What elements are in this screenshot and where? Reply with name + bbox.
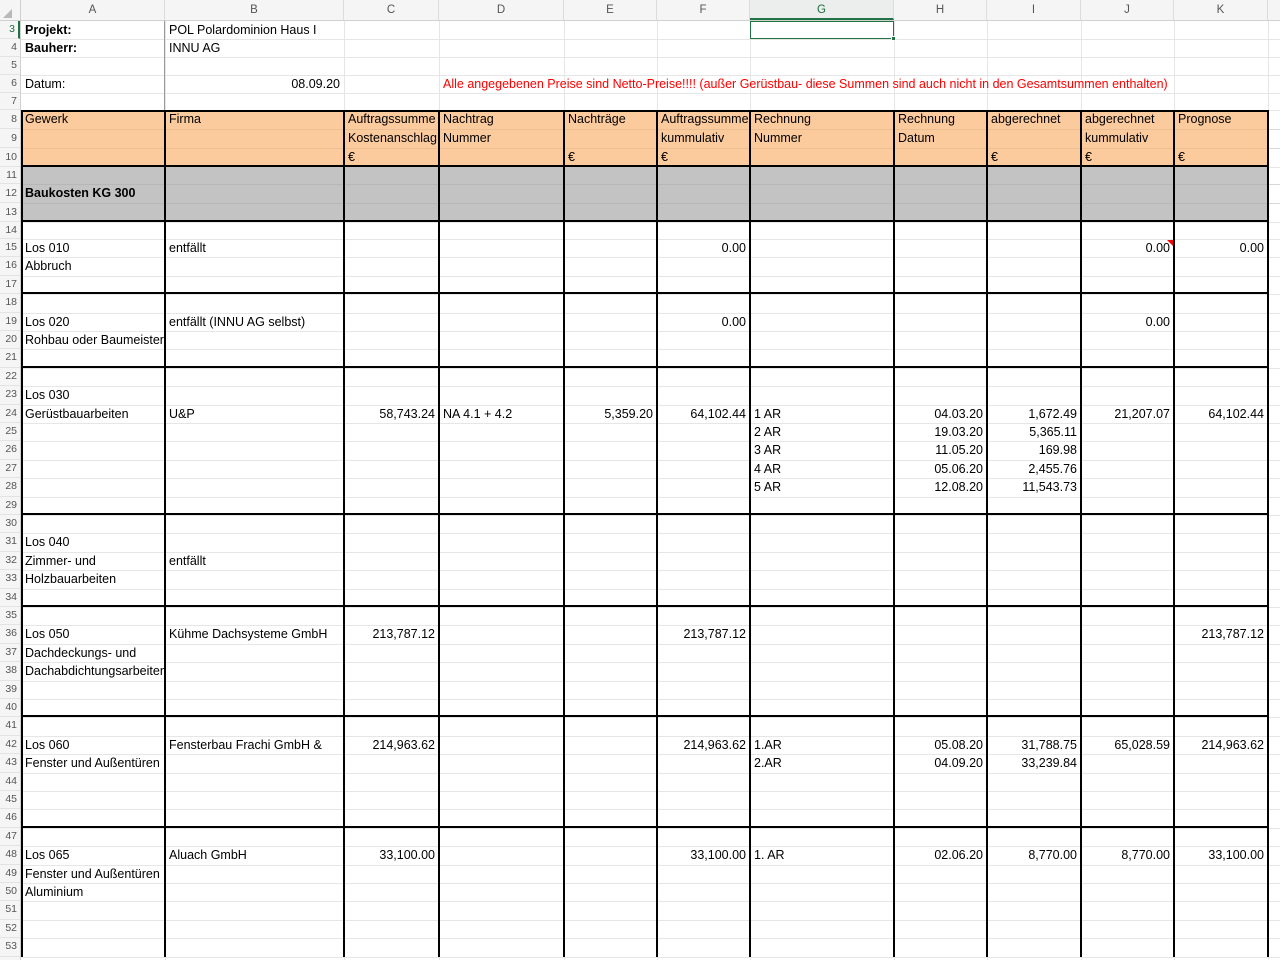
cell-a24-los030-l2[interactable]: Gerüstbauarbeiten [25,406,129,421]
cell-k24-los030-prognose[interactable]: 64,102.44 [1208,406,1264,421]
row-header-29[interactable]: 29 [0,497,20,515]
row-header-47[interactable]: 47 [0,828,20,846]
column-header-k[interactable]: K [1174,0,1268,20]
row-header-bar[interactable] [0,21,21,960]
row-header-46[interactable]: 46 [0,809,20,827]
row-header-20[interactable]: 20 [0,331,20,349]
row-header-5[interactable]: 5 [0,57,20,75]
row-header-43[interactable]: 43 [0,754,20,772]
row-header-4[interactable]: 4 [0,39,20,57]
header-abgerechnet-kum-l2[interactable]: kummulativ [1085,131,1149,145]
gridline-horizontal [21,184,1280,185]
border-column-9 [1080,110,1082,957]
gridline-horizontal [21,93,1280,94]
section-title-baukosten[interactable]: Baukosten KG 300 [25,186,136,200]
row-header-19[interactable]: 19 [0,313,20,331]
gridline-horizontal [21,368,1280,369]
header-abgerechnet-l3[interactable]: € [991,150,998,164]
border-column-6 [749,110,751,957]
column-header-a[interactable]: A [21,0,165,20]
gridline-horizontal [21,203,1280,204]
border-column-8 [986,110,988,957]
cell-a32-los040-l2[interactable]: Zimmer- und [25,553,96,568]
cell-h24-rechnung-datum[interactable]: 04.03.20 [934,406,983,421]
header-rechnung-nr-l2[interactable]: Nummer [754,131,802,145]
row-header-7[interactable]: 7 [0,93,20,110]
gridline-horizontal [21,589,1280,590]
row-header-51[interactable]: 51 [0,901,20,919]
cell-a23-los030-l1[interactable]: Los 030 [25,388,70,403]
row-header-42[interactable]: 42 [0,736,20,754]
comment-indicator-icon [1167,240,1173,246]
cell-h43-rechnung-datum[interactable]: 04.09.20 [934,756,983,771]
cell-i43-rechnung-betrag[interactable]: 33,239.84 [1021,756,1077,771]
row-header-38[interactable]: 38 [0,662,20,680]
cell-i24-rechnung-betrag[interactable]: 1,672.49 [1028,406,1077,421]
header-auftragssumme-l3[interactable]: € [348,150,355,164]
row-header-49[interactable]: 49 [0,865,20,883]
cell-a15-los010-l1[interactable]: Los 010 [25,241,70,255]
header-prognose-l3[interactable]: € [1178,150,1185,164]
row-header-16[interactable]: 16 [0,257,20,275]
cell-a38-los050-l3[interactable]: Dachabdichtungsarbeiten [25,664,167,679]
row-header-11[interactable]: 11 [0,167,20,184]
cell-b3-projekt-value[interactable]: POL Polardominion Haus I [169,23,317,37]
cell-a42-los060-l1[interactable]: Los 060 [25,737,70,752]
row-header-30[interactable]: 30 [0,515,20,533]
cell-h48-rechnung-datum[interactable]: 02.06.20 [934,848,983,863]
cell-b15-los010-firma[interactable]: entfällt [169,241,206,255]
cell-k48-los065-prognose[interactable]: 33,100.00 [1208,848,1264,863]
row-header-3[interactable]: 3 [0,21,20,39]
row-header-12[interactable]: 12 [0,184,20,203]
cell-b42-los060-firma[interactable]: Fensterbau Frachi GmbH & [169,737,322,752]
row-header-24[interactable]: 24 [0,405,20,423]
gridline-horizontal [21,386,1280,387]
cell-i26-rechnung-betrag[interactable]: 169.98 [1038,443,1077,458]
cell-a36-los050-l1[interactable]: Los 050 [25,627,70,642]
row-header-15[interactable]: 15 [0,239,20,257]
column-header-b[interactable]: B [165,0,344,20]
row-header-45[interactable]: 45 [0,791,20,809]
header-auftragssumme-l1[interactable]: Auftragssumme [348,112,436,126]
header-prognose-l1[interactable]: Prognose [1178,112,1232,126]
column-header-d[interactable]: D [439,0,564,20]
row-header-34[interactable]: 34 [0,589,20,607]
column-header-i[interactable]: I [987,0,1081,20]
cell-k42-los060-prognose[interactable]: 214,963.62 [1201,737,1264,752]
gridline-horizontal [21,773,1280,774]
cell-b6-datum-value[interactable]: 08.09.20 [291,77,340,91]
row-header-28[interactable]: 28 [0,478,20,496]
gridline-horizontal [21,681,1280,682]
header-auftragssumme-l2[interactable]: Kostenanschlag [348,131,437,145]
cell-g24-rechnung-nr[interactable]: 1 AR [754,406,782,421]
cell-a37-los050-l2[interactable]: Dachdeckungs- und [25,645,137,660]
grid-body[interactable] [21,21,1280,960]
column-header-g[interactable]: G [750,0,894,20]
cell-f19-los020-kum[interactable]: 0.00 [721,314,746,329]
cell-h28-rechnung-datum[interactable]: 12.08.20 [934,480,983,495]
cell-b24-los030-firma[interactable]: U&P [169,406,195,421]
row-header-14[interactable]: 14 [0,222,20,239]
border-column-5 [656,110,658,957]
gridline-horizontal [21,222,1280,223]
cell-h25-rechnung-datum[interactable]: 19.03.20 [934,425,983,439]
gridline-horizontal [21,460,1280,461]
gridline-horizontal [21,294,1280,295]
gridline-horizontal [21,717,1280,718]
cell-f42-los060-kum[interactable]: 214,963.62 [683,737,746,752]
cell-i28-rechnung-betrag[interactable]: 11,543.73 [1022,480,1077,495]
cell-a50-los065-l3[interactable]: Aluminium [25,885,84,899]
header-nachtrag-l1[interactable]: Nachtrag [443,112,494,126]
column-header-e[interactable]: E [564,0,657,20]
border-column-1 [164,110,166,957]
gridline-horizontal [21,441,1280,442]
gridline-horizontal [21,809,1280,810]
gridline-horizontal [21,938,1280,939]
gridline-horizontal [21,607,1280,608]
header-nachtraege-l3[interactable]: € [568,150,575,164]
gridline-horizontal [21,349,1280,350]
gridline-horizontal [21,57,1280,58]
header-auftrag-kum-l3[interactable]: € [661,150,668,164]
row-header-36[interactable]: 36 [0,625,20,643]
gridline-horizontal [21,791,1280,792]
gridline-horizontal [21,257,1280,258]
cell-g25-rechnung-nr[interactable]: 2 AR [754,425,782,439]
row-header-23[interactable]: 23 [0,386,20,404]
row-header-10[interactable]: 10 [0,148,20,167]
row-header-25[interactable]: 25 [0,423,20,441]
cell-h26-rechnung-datum[interactable]: 11.05.20 [935,443,983,458]
gridline-horizontal [21,644,1280,645]
cell-c36-los050-auftrag[interactable]: 213,787.12 [372,627,435,642]
cell-a33-los040-l3[interactable]: Holzbauarbeiten [25,572,117,587]
gridline-horizontal [21,920,1280,921]
active-cell-selection[interactable] [750,21,894,39]
row-header-9[interactable]: 9 [0,129,20,148]
row-header-53[interactable]: 53 [0,938,20,956]
row-header-35[interactable]: 35 [0,607,20,625]
cell-f36-los050-kum[interactable]: 213,787.12 [683,627,746,642]
cell-i25-rechnung-betrag[interactable]: 5,365.11 [1029,425,1077,439]
cell-b32-los040-firma[interactable]: entfällt [169,553,206,568]
gridline-horizontal [21,957,1280,958]
cell-f48-los065-kum[interactable]: 33,100.00 [690,848,746,863]
row-header-6[interactable]: 6 [0,75,20,93]
border-column-10 [1173,110,1175,957]
cell-f24-los030-kum[interactable]: 64,102.44 [690,406,746,421]
cell-b19-los020-firma[interactable]: entfällt (INNU AG selbst) [169,314,306,329]
column-header-h[interactable]: H [894,0,987,20]
gridline-horizontal [21,331,1280,332]
fill-handle[interactable] [891,36,896,41]
header-rechnung-datum-l1[interactable]: Rechnung [898,112,955,126]
gridline-horizontal [21,865,1280,866]
row-header-44[interactable]: 44 [0,773,20,791]
header-auftrag-kum-l1[interactable]: Auftragssumme [661,112,749,126]
row-header-41[interactable]: 41 [0,717,20,735]
cell-a16-los010-l2[interactable]: Abbruch [25,259,72,274]
cell-e24-los030-nachtraege[interactable]: 5,359.20 [604,406,653,421]
row-header-39[interactable]: 39 [0,681,20,699]
cell-a20-los020-l2[interactable]: Rohbau oder Baumeister [25,333,164,347]
cell-c42-los060-auftrag[interactable]: 214,963.62 [372,737,435,752]
cell-k15-los010-prognose[interactable]: 0.00 [1239,241,1264,255]
gridline-horizontal [21,570,1280,571]
row-header-22[interactable]: 22 [0,368,20,386]
cell-g43-rechnung-nr[interactable]: 2.AR [754,756,782,771]
cell-h42-rechnung-datum[interactable]: 05.08.20 [934,737,983,752]
header-abgerechnet-kum-l3[interactable]: € [1085,150,1092,164]
cell-a4-bauherr-label[interactable]: Bauherr: [25,41,78,55]
cell-j15-los010-abgkum[interactable]: 0.00 [1145,241,1170,255]
cell-i27-rechnung-betrag[interactable]: 2,455.76 [1028,461,1077,476]
gridline-horizontal [21,699,1280,700]
cell-a49-los065-l2[interactable]: Fenster und Außentüren [25,866,160,881]
row-header-32[interactable]: 32 [0,552,20,570]
header-abgerechnet-l1[interactable]: abgerechnet [991,112,1061,126]
row-header-8[interactable]: 8 [0,110,20,129]
cell-a48-los065-l1[interactable]: Los 065 [25,848,70,863]
row-header-13[interactable]: 13 [0,203,20,222]
cell-a6-datum-label[interactable]: Datum: [25,77,66,91]
cell-i42-rechnung-betrag[interactable]: 31,788.75 [1021,737,1077,752]
cell-c48-los065-auftrag[interactable]: 33,100.00 [379,848,435,863]
cell-g28-rechnung-nr[interactable]: 5 AR [754,480,782,495]
cell-k36-los050-prognose[interactable]: 213,787.12 [1201,627,1264,642]
cell-g42-rechnung-nr[interactable]: 1.AR [754,737,782,752]
row-header-26[interactable]: 26 [0,441,20,459]
border-column-3 [438,110,440,957]
column-header-c[interactable]: C [344,0,439,20]
gridline-horizontal [21,515,1280,516]
cell-a31-los040-l1[interactable]: Los 040 [25,535,70,550]
cell-j19-los020-abgkum[interactable]: 0.00 [1145,314,1170,329]
header-rechnung-datum-l2[interactable]: Datum [898,131,935,145]
gridline-horizontal [21,276,1280,277]
column-header-f[interactable]: F [657,0,750,20]
cell-d6-warning[interactable]: Alle angegebenen Preise sind Netto-Preise!!!! (außer Gerüstbau- diese Summen sind auch nicht in den Gesamtsummen enthalten) [443,77,1168,91]
header-abgerechnet-kum-l1[interactable]: abgerechnet [1085,112,1155,126]
header-firma[interactable]: Firma [169,112,201,126]
gridline-horizontal [21,883,1280,884]
cell-g48-rechnung-nr[interactable]: 1. AR [754,848,785,863]
row-header-17[interactable]: 17 [0,276,20,294]
header-nachtraege-l1[interactable]: Nachträge [568,112,626,126]
row-header-48[interactable]: 48 [0,846,20,864]
border-column-11 [1267,110,1269,957]
cell-i48-rechnung-betrag[interactable]: 8,770.00 [1028,848,1077,863]
header-rechnung-nr-l1[interactable]: Rechnung [754,112,811,126]
cell-g27-rechnung-nr[interactable]: 4 AR [754,461,782,476]
cell-b48-los065-firma[interactable]: Aluach GmbH [169,848,247,863]
row-header-37[interactable]: 37 [0,644,20,662]
row-header-27[interactable]: 27 [0,460,20,478]
select-all-corner[interactable] [0,0,21,21]
cell-a19-los020-l1[interactable]: Los 020 [25,314,70,329]
row-header-21[interactable]: 21 [0,349,20,367]
row-header-50[interactable]: 50 [0,883,20,901]
cell-j24-los030-abgkum[interactable]: 21,207.07 [1114,406,1170,421]
border-column-2 [343,110,345,957]
cell-b4-bauherr-value[interactable]: INNU AG [169,41,221,55]
gridline-horizontal [21,533,1280,534]
gridline-horizontal [21,497,1280,498]
row-header-52[interactable]: 52 [0,920,20,938]
cell-b36-los050-firma[interactable]: Kühme Dachsysteme GmbH [169,627,328,642]
gridline-horizontal [21,478,1280,479]
header-gewerk[interactable]: Gewerk [25,112,69,126]
cell-j48-los065-abgkum[interactable]: 8,770.00 [1121,848,1170,863]
gridline-horizontal [21,754,1280,755]
header-auftrag-kum-l2[interactable]: kummulativ [661,131,725,145]
gridline-horizontal [21,901,1280,902]
border-column-7 [893,110,895,957]
cell-a3-projekt-label[interactable]: Projekt: [25,23,72,37]
row-header-40[interactable]: 40 [0,699,20,717]
cell-h27-rechnung-datum[interactable]: 05.06.20 [934,461,983,476]
column-header-j[interactable]: J [1081,0,1174,20]
row-header-18[interactable]: 18 [0,294,20,312]
cell-j42-los060-abgkum[interactable]: 65,028.59 [1114,737,1170,752]
header-nachtrag-l2[interactable]: Nummer [443,131,491,145]
gridline-horizontal [21,423,1280,424]
cell-a43-los060-l2[interactable]: Fenster und Außentüren [25,756,160,771]
column-header-bar[interactable] [0,0,1280,21]
cell-d24-los030-nachtrag[interactable]: NA 4.1 + 4.2 [443,406,513,421]
border-ab-upper [164,21,165,110]
cell-g26-rechnung-nr[interactable]: 3 AR [754,443,782,458]
gridline-horizontal [21,828,1280,829]
border-column-4 [563,110,565,957]
row-header-33[interactable]: 33 [0,570,20,588]
cell-c24-los030-auftrag[interactable]: 58,743.24 [379,406,435,421]
cell-f15-los010-kum[interactable]: 0.00 [721,241,746,255]
row-header-31[interactable]: 31 [0,533,20,551]
